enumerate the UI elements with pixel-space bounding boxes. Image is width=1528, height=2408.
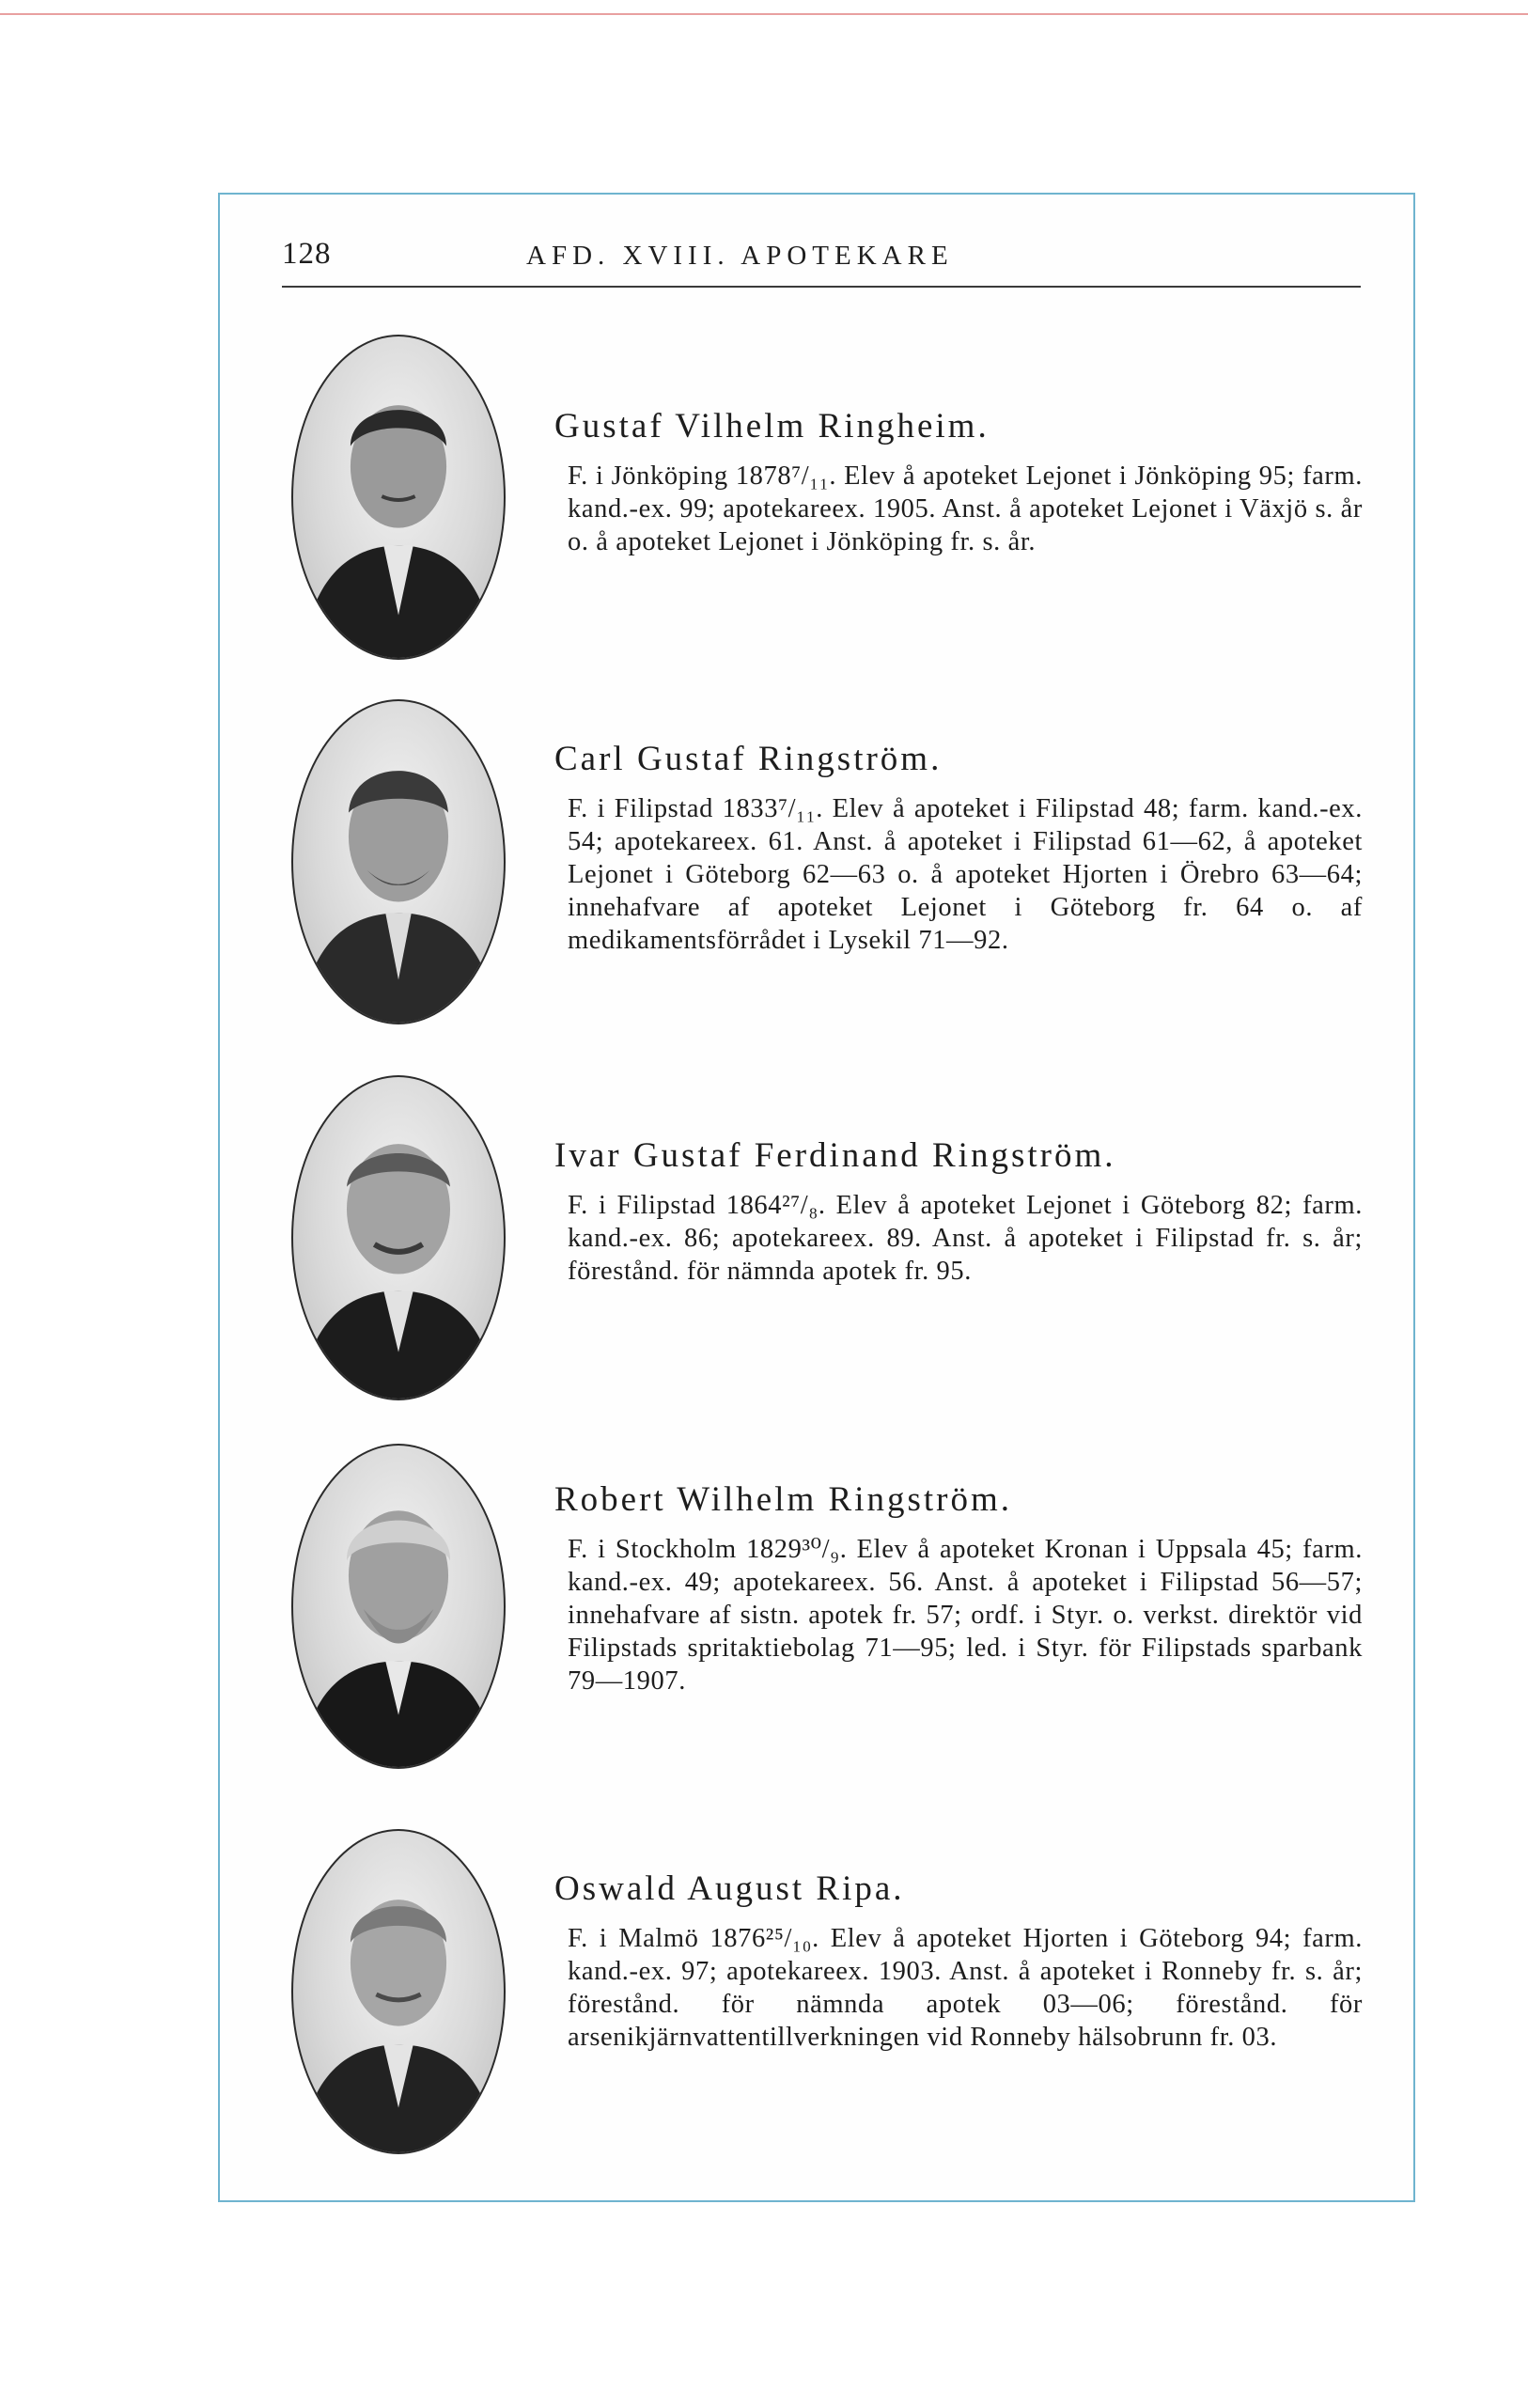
biography-entry (282, 1829, 1363, 2167)
biography-entry (282, 335, 1363, 673)
entry-name: Oswald August Ripa. (554, 1869, 905, 1908)
portrait-silhouette-icon (293, 336, 504, 658)
portrait-silhouette-icon (293, 1831, 504, 2152)
portrait-silhouette-icon (293, 701, 504, 1023)
portrait-silhouette-icon (293, 1446, 504, 1767)
entry-name: Gustaf Vilhelm Ringheim. (554, 407, 990, 446)
entry-text (554, 1135, 1363, 1288)
biography-entry (282, 1444, 1363, 1782)
entry-bio: F. i Stockholm 1829³⁰/₉. Elev å apoteket Kronan i Uppsala 45; farm. kand.-ex. 49; apotekareex. 56. Anst. å apoteket i Filipstad 56—57; innehafvare af sistn. apotek fr. 57; ordf. i Styr. o. verkst. direktör vid Filipstads spritaktiebolag 71—95; led. i Styr. för Filipstads sparbank 79—1907. (568, 1535, 1363, 1696)
entry-text (554, 1479, 1363, 1697)
portrait-photo (291, 1075, 506, 1400)
biography-entry (282, 1075, 1363, 1414)
section-title: AFD. XVIII. APOTEKARE (526, 241, 954, 271)
entry-bio: F. i Filipstad 1833⁷/₁₁. Elev å apoteket i Filipstad 48; farm. kand.-ex. 54; apotekareex. 61. Anst. å apoteket i Filipstad 61—62, å apoteket Lejonet i Göteborg 62—63 o. å apoteket Hjorten i Örebro 63—64; innehafvare af apoteket Lejonet i Göteborg fr. 64 o. af medikamentsförrådet i Lysekil 71—92. (568, 794, 1363, 955)
entry-text (554, 406, 1363, 558)
page-number: 128 (282, 237, 332, 271)
portrait-photo (291, 335, 506, 660)
portrait-silhouette-icon (293, 1077, 504, 1399)
entry-text (554, 739, 1363, 957)
biography-entry (282, 699, 1363, 1038)
running-head (282, 237, 1361, 288)
entry-bio: F. i Filipstad 1864²⁷/₈. Elev å apoteket Lejonet i Göteborg 82; farm. kand.-ex. 86; apotekareex. 89. Anst. å apoteket i Filipstad fr. s. år; förestånd. för nämnda apotek fr. 95. (568, 1191, 1363, 1286)
entry-name: Carl Gustaf Ringström. (554, 740, 943, 778)
entry-name: Ivar Gustaf Ferdinand Ringström. (554, 1136, 1116, 1175)
entry-bio: F. i Jönköping 1878⁷/₁₁. Elev å apoteket Lejonet i Jönköping 95; farm. kand.-ex. 99; apotekareex. 1905. Anst. å apoteket Lejonet i Växjö s. år o. å apoteket Lejonet i Jönköping fr. s. år. (568, 461, 1363, 556)
portrait-photo (291, 1444, 506, 1769)
portrait-photo (291, 1829, 506, 2154)
entry-text (554, 1869, 1363, 2054)
entry-bio: F. i Malmö 1876²⁵/₁₀. Elev å apoteket Hjorten i Göteborg 94; farm. kand.-ex. 97; apotekareex. 1903. Anst. å apoteket i Ronneby fr. s. år; förestånd. för nämnda apotek 03—06; förestånd. för arsenikjärnvattentillverkningen vid Ronneby hälsobrunn fr. 03. (568, 1924, 1363, 2052)
scan-edge-mark (0, 13, 1528, 15)
entry-name: Robert Wilhelm Ringström. (554, 1480, 1013, 1519)
portrait-photo (291, 699, 506, 1024)
